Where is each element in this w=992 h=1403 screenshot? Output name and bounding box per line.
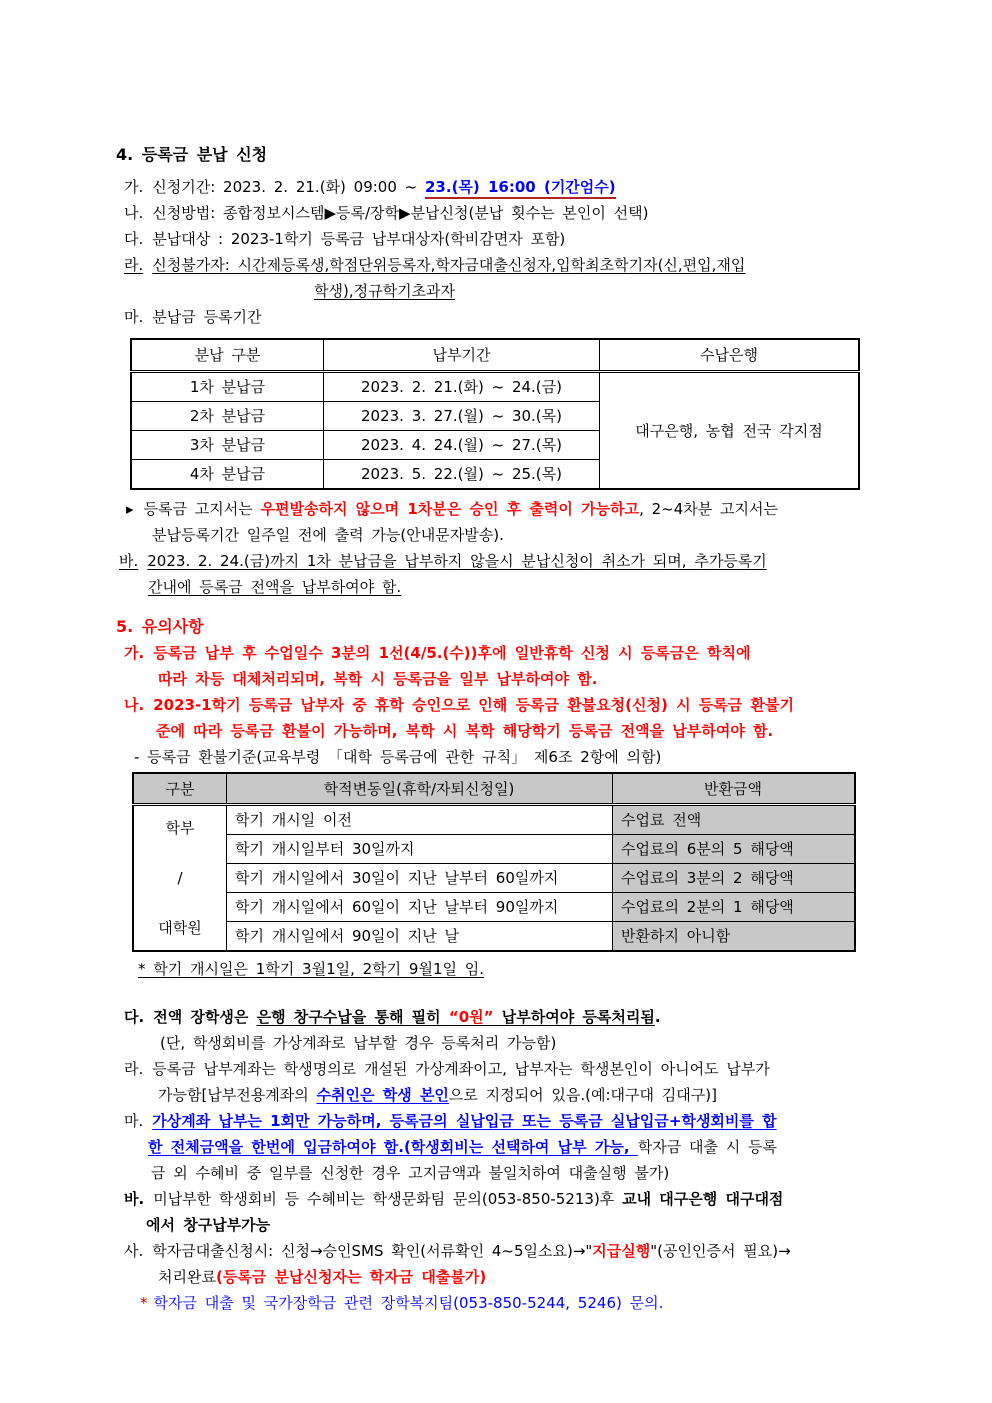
- section5-item-ga-cont: [158, 666, 906, 692]
- header-change-date: 학적변동일(휴학/자퇴신청일): [227, 773, 613, 805]
- section5-item-ba: [124, 1186, 906, 1212]
- section5-item-ba-cont: [146, 1212, 906, 1238]
- item-na-text-line2: 준에 따라 등록금 환불이 가능하며, 복학 시 복학 해당학기 등록금 전액을 납부하여야 함.: [156, 722, 774, 740]
- section4-item-ra-cont: [314, 278, 906, 304]
- table-row: [133, 893, 855, 922]
- item-ba-text-line1: 2023. 2. 24.(금)까지 1차 분납금을 납부하지 않을시 분납신청이 취소가 되며, 추가등록기: [147, 552, 767, 570]
- table-row: [133, 864, 855, 893]
- section4-bill-note-cont: [152, 522, 906, 548]
- table-cell: 수업료의 2분의 1 해당액: [613, 893, 856, 922]
- payment-schedule-table: [130, 338, 860, 490]
- document-content: [116, 142, 906, 1316]
- table-cell: 반환하지 아니함: [613, 922, 856, 952]
- item-ra-text-line2: 학생),정규학기초과자: [314, 282, 456, 300]
- table-cell: 수업료의 6분의 5 해당액: [613, 835, 856, 864]
- section4-item-ma: [124, 304, 906, 330]
- item-ba-label: 바.: [119, 552, 139, 570]
- table-cell: 4차 분납금: [131, 460, 324, 490]
- group-line: 학부: [165, 819, 195, 837]
- section5-item-ma-cont2: [151, 1160, 906, 1186]
- table-cell: 2023. 5. 22.(월) ~ 25.(목): [324, 460, 600, 490]
- table-cell: 1차 분납금: [131, 372, 324, 402]
- item-na-text: 신청방법: 종합정보시스템▶등록/장학▶분납신청(분납 횟수는 본인이 선택): [152, 204, 649, 222]
- item-da-text: 분납대상 : 2023-1학기 등록금 납부대상자(학비감면자 포함): [152, 230, 566, 248]
- item-da-underline2: 납부하여야 등록처리됨: [493, 1008, 655, 1026]
- item-da-underline1: 은행 창구수납을 통해 필히: [256, 1008, 449, 1026]
- table-row: [133, 835, 855, 864]
- table-cell: 학기 개시일에서 90일이 지난 날: [227, 922, 613, 952]
- item-ga-text: 신청기간: 2023. 2. 21.(화) 09:00 ~: [152, 178, 425, 196]
- item-ba-pre: 미납부한 학생회비 등 수혜비는 학생문화팀 문의(053-850-5213)후: [153, 1190, 623, 1208]
- section5-item-ga: [124, 640, 906, 666]
- table-cell: 2023. 3. 27.(월) ~ 30.(목): [324, 402, 600, 431]
- item-ma-label: 마.: [124, 1112, 144, 1130]
- section5-item-na: [124, 692, 906, 718]
- table-header-row: [133, 773, 855, 805]
- table-cell: 2차 분납금: [131, 402, 324, 431]
- table-header-row: [131, 339, 859, 372]
- table-row: [133, 922, 855, 952]
- item-ga-text-line1: 등록금 납부 후 수업일수 3분의 1선(4/5.(수))후에 일반휴학 신청 시 등록금은 학칙에: [153, 644, 751, 662]
- item-ga-label: 가.: [124, 644, 145, 662]
- item-da-post: .: [654, 1008, 661, 1026]
- loan-execution-highlight: 지급실행: [592, 1242, 651, 1260]
- item-ra-label: 라.: [124, 1060, 144, 1078]
- section5-item-da-sub: [160, 1030, 906, 1056]
- section5-item-sa: [124, 1238, 906, 1264]
- table-cell: 3차 분납금: [131, 431, 324, 460]
- section4-item-ba: [119, 548, 906, 574]
- scholarship-contact: [140, 1290, 906, 1316]
- scholarship-contact-text: 학자금 대출 및 국가장학금 관련 장학복지팀(053-850-5244, 5246) 문의.: [153, 1294, 664, 1312]
- section5-item-sa-cont: [158, 1264, 906, 1290]
- header-installment-type: 분납 구분: [131, 339, 324, 372]
- item-ga-label: 가.: [124, 178, 144, 196]
- item-ra-label: 라.: [124, 256, 144, 274]
- section5-item-da: [124, 1004, 906, 1030]
- table-cell: 학기 개시일부터 30일까지: [227, 835, 613, 864]
- item-ga-text-line2: 따라 차등 대체처리되며, 복학 시 등록금을 일부 납부하여야 함.: [158, 670, 598, 688]
- item-na-label: 나.: [124, 204, 144, 222]
- table-row: [133, 805, 855, 835]
- header-refund-amount: 반환금액: [613, 773, 856, 805]
- table-row: [131, 372, 859, 402]
- table-cell: 학기 개시일에서 30일이 지난 날부터 60일까지: [227, 864, 613, 893]
- zero-won-highlight: “0원”: [448, 1008, 494, 1026]
- refund-policy-table: [132, 772, 856, 952]
- table-cell-group: [133, 805, 227, 952]
- group-cell-content: [135, 815, 225, 941]
- item-ba-line2: 에서 창구납부가능: [146, 1216, 271, 1234]
- bill-note-pre: 등록금 고지서는: [143, 500, 261, 518]
- table-cell: 수업료의 3분의 2 해당액: [613, 864, 856, 893]
- header-category: 구분: [133, 773, 227, 805]
- deadline-highlight: 23.(목) 16:00 (기간엄수): [425, 178, 616, 199]
- section4-item-ba-cont: [148, 574, 906, 600]
- section4-item-ga: [124, 174, 906, 200]
- bill-note-line2: 분납등록기간 일주일 전에 출력 가능(안내문자발송).: [152, 526, 504, 544]
- semester-start-text: * 학기 개시일은 1학기 3월1일, 2학기 9월1일 임.: [138, 960, 485, 978]
- section4-title: 4. 등록금 분납 신청: [116, 145, 268, 164]
- bill-note-red: 우편발송하지 않으며 1차분은 승인 후 출력이 가능하고: [260, 500, 640, 518]
- table-cell-bank: 대구은행, 농협 전국 각지점: [600, 372, 860, 490]
- section4-item-da: [124, 226, 906, 252]
- virtual-account-blue-line1: 가상계좌 납부는 1회만 가능하며, 등록금의 실납입금 또는 등록금 실납입금+학생회비를 합: [152, 1112, 777, 1130]
- refund-rule-text: - 등록금 환불기준(교육부령 「대학 등록금에 관한 규칙」 제6조 2항에 의함): [134, 748, 662, 766]
- item-da-label: 다.: [124, 1008, 145, 1026]
- payee-highlight: 수취인은 학생 본인: [316, 1086, 449, 1104]
- section5-item-ra: [124, 1056, 906, 1082]
- header-payment-period: 납부기간: [324, 339, 600, 372]
- table-cell: 학기 개시일에서 60일이 지난 날부터 90일까지: [227, 893, 613, 922]
- section5-item-ma-cont1: [148, 1134, 906, 1160]
- item-ma-label: 마.: [124, 308, 144, 326]
- item-sa-label: 사.: [124, 1242, 144, 1260]
- group-line: 대학원: [158, 919, 202, 937]
- table-cell: 2023. 2. 21.(화) ~ 24.(금): [324, 372, 600, 402]
- virtual-account-black-line2: 학자금 대출 시 등록: [637, 1138, 777, 1156]
- table-cell: 학기 개시일 이전: [227, 805, 613, 835]
- item-ra-line2-post: 으로 지정되어 있음.(예:대구대 김대구)]: [448, 1086, 717, 1104]
- item-ma-text: 분납금 등록기간: [152, 308, 262, 326]
- item-ra-text-line1: 등록금 납부계좌는 학생명의로 개설된 가상계좌이고, 납부자는 학생본인이 아니어도 납부가: [152, 1060, 770, 1078]
- section5-title: 5. 유의사항: [116, 617, 204, 636]
- semester-start-note: [138, 956, 906, 982]
- item-na-label: 나.: [124, 696, 145, 714]
- item-sa-mid: "(공인인증서 필요)→: [650, 1242, 791, 1260]
- item-da-label: 다.: [124, 230, 144, 248]
- item-sa-pre: 학자금대출신청시: 신청→승인SMS 확인(서류확인 4~5일소요)→": [152, 1242, 593, 1260]
- section4-item-ra: [124, 252, 906, 278]
- section4-bill-note: [126, 496, 906, 522]
- group-line: /: [177, 869, 183, 887]
- section5-item-na-cont: [156, 718, 906, 744]
- item-ra-text-line1: 신청불가자: 시간제등록생,학점단위등록자,학자금대출신청자,입학최초학기자(신,편입,재입: [152, 256, 746, 274]
- item-na-text-line1: 2023-1학기 등록금 납부자 중 휴학 승인으로 인해 등록금 환불요청(신청) 시 등록금 환불기: [153, 696, 794, 714]
- refund-rule-reference: [134, 744, 906, 770]
- bank-branch-bold: 교내 대구은행 대구대점: [622, 1190, 784, 1208]
- header-receiving-bank: 수납은행: [600, 339, 860, 372]
- triangle-bullet-icon: ▸: [126, 500, 134, 518]
- bill-note-post: , 2~4차분 고지서는: [639, 500, 778, 518]
- item-da-sub-text: (단, 학생회비를 가상계좌로 납부할 경우 등록처리 가능함): [160, 1034, 557, 1052]
- section4-item-na: [124, 200, 906, 226]
- item-ra-line2-pre: 가능함[납부전용계좌의: [158, 1086, 317, 1104]
- section5-item-ra-cont: [158, 1082, 906, 1108]
- table-cell: 2023. 4. 24.(월) ~ 27.(목): [324, 431, 600, 460]
- item-ba-label: 바.: [124, 1190, 145, 1208]
- virtual-account-blue-line2: 한 전체금액을 한번에 입금하여야 함.(학생회비는 선택하여 납부 가능,: [148, 1138, 638, 1156]
- asterisk-bullet: *: [140, 1294, 148, 1312]
- item-sa-line2-pre: 처리완료: [158, 1268, 216, 1286]
- virtual-account-line3: 금 외 수혜비 중 일부를 신청한 경우 고지금액과 불일치하여 대출실행 불가): [151, 1164, 670, 1182]
- loan-restriction-highlight: (등록금 분납신청자는 학자금 대출불가): [215, 1268, 487, 1286]
- section5-item-ma: [124, 1108, 906, 1134]
- item-ba-text-line2: 간내에 등록금 전액을 납부하여야 함.: [148, 578, 402, 596]
- item-da-pre: 전액 장학생은: [153, 1008, 257, 1026]
- table-cell: 수업료 전액: [613, 805, 856, 835]
